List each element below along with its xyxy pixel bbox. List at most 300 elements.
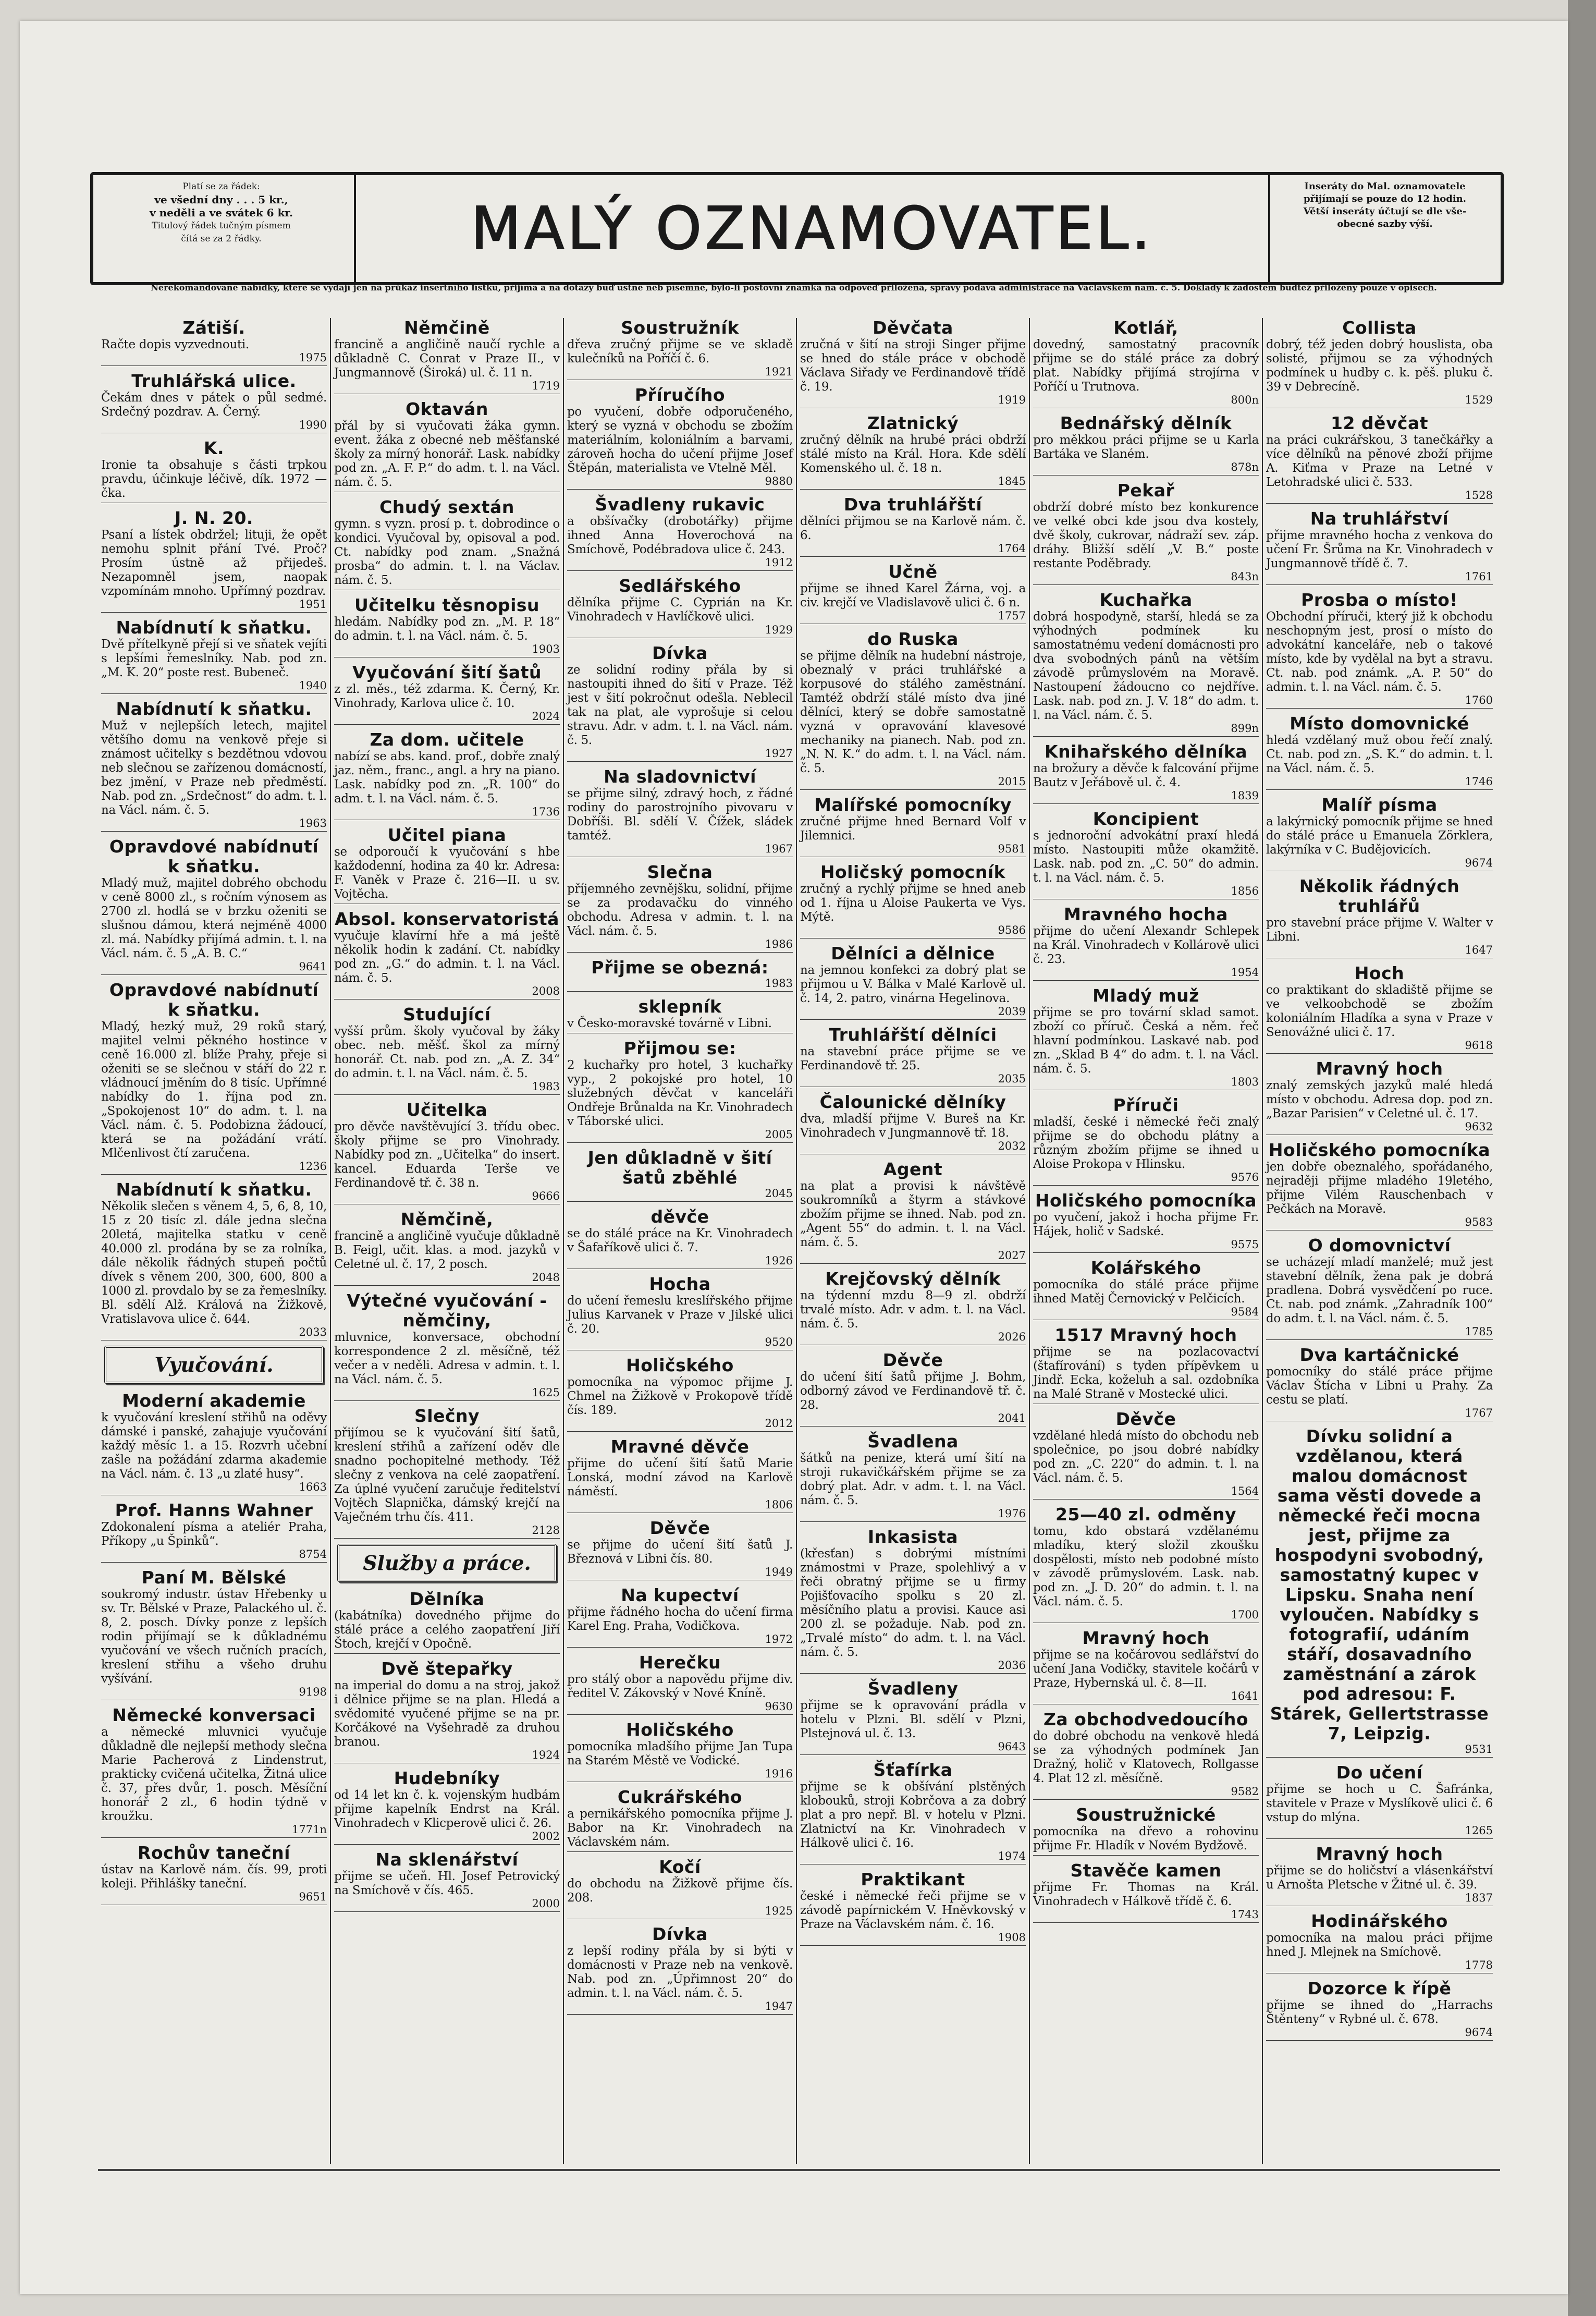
- ad-body: zručný a rychlý přijme se hned aneb od 1. října u Aloise Paukerta ve Vys. Mýtě.: [800, 882, 1026, 924]
- ad-number: 1736: [532, 806, 560, 818]
- classified-ad: [101, 508, 327, 613]
- classified-ad: [800, 1025, 1026, 1087]
- ad-number: 2041: [998, 1412, 1026, 1424]
- classified-ad: [101, 371, 327, 433]
- classified-ad: [567, 997, 793, 1033]
- ad-title: Holičský pomocník: [820, 862, 1006, 882]
- ad-number: 2026: [998, 1331, 1026, 1343]
- ad-number: 1771n: [292, 1823, 327, 1836]
- ad-title: Za dom. učitele: [370, 729, 524, 750]
- ad-title: Vyučování šití šatů: [352, 662, 542, 682]
- ad-body: pomocníka na malou práci přijme hned J. Mlejnek na Smíchově.: [1266, 1931, 1493, 1959]
- ad-body: dva, mladší přijme V. Bureš na Kr. Vinohradech v Jungmannově tř. 18.: [800, 1112, 1026, 1140]
- ad-body: zručné přijme hned Bernard Volf v Jilemnici.: [800, 815, 1026, 843]
- ad-body: zručná v šití na stroji Singer přijme se hned do stále práce v obchodě Václava Siřady ve Ferdinandově třídě č. 19.: [800, 338, 1026, 394]
- ad-body: Čekám dnes v pátek o půl sedmé. Srdečný pozdrav. A. Černý.: [101, 391, 327, 419]
- ad-body: a lakýrnický pomocník přijme se hned do stálé práce u Emanuela Zörklera, lakýrníka v C. Budějovicích.: [1266, 815, 1493, 857]
- ad-number: 1757: [998, 610, 1026, 622]
- ad-body: soukromý industr. ústav Hřebenky u sv. Tr. Bělské v Praze, Palackého ul. č. 8, 2. posch. Dívky ponze z lepších rodin přijímají se k důkladnému vyučování ve všech ručních pracích, kreslení střihu a všeho druhu vyšívání.: [101, 1588, 327, 1686]
- ad-title: Učitelka: [406, 1100, 488, 1120]
- ad-title: Učitel piana: [387, 825, 507, 845]
- ad-body: pro děvče navštěvující 3. třídu obec. školy přijme se pro Vinohrady. Nabídky pod zn. „Učitelka“ do insert. kancel. Eduarda Terše ve Ferdinandově tř. č. 38 n.: [334, 1120, 560, 1190]
- ad-title: Výtečné vyučování -němčiny,: [347, 1290, 547, 1331]
- ad-body: od 14 let kn č. k. vojenským hudbám přijme kapelník Endrst na Král. Vinohradech v Klicperově ulici č. 26.: [334, 1788, 560, 1830]
- classified-ad: [800, 1092, 1026, 1154]
- column-4: [797, 318, 1030, 2164]
- ad-title: 12 děvčat: [1330, 413, 1429, 433]
- ad-title: Zlatnický: [867, 413, 959, 433]
- ad-number: 1641: [1231, 1690, 1259, 1702]
- ad-number: 2015: [998, 775, 1026, 788]
- ad-body: hledám. Nabídky pod zn. „M. P. 18“ do admin. t. l. na Václ. nám. č. 5.: [334, 615, 560, 643]
- ad-number: 2045: [765, 1187, 793, 1200]
- ad-body: dobrá hospodyně, starší, hledá se za výhodných podmínek ku samostatnému vedení domácnosti pro dva svobodných pánů na větším závodě průmyslovém na Moravě. Nastoupení žádoucno co nejdříve. Lask. nab. pod zn. J. V. 18“ do adm. t. l. na Václ. nám. č. 5.: [1033, 610, 1259, 722]
- ad-number: 1803: [1231, 1076, 1259, 1088]
- classified-ad: [1033, 986, 1259, 1090]
- ad-number: 9582: [1231, 1785, 1259, 1798]
- ad-body: se ucházejí mladí manželé; muž jest stavební dělník, žena pak je dobrá pradlena. Dobrá vysvědčení po ruce. Ct. nab. pod známk. „Zahradník 100“ do adm. t. l. na Václ. nám. č. 5.: [1266, 1255, 1493, 1325]
- ad-number: 1924: [532, 1749, 560, 1761]
- column-2: [331, 318, 564, 2164]
- ad-title: Dozorce k řípě: [1307, 1978, 1452, 1998]
- ad-title: 25—40 zl. odměny: [1055, 1504, 1236, 1525]
- classified-ad: [1033, 905, 1259, 981]
- classified-ad: [334, 1769, 560, 1845]
- ad-number: 1976: [998, 1507, 1026, 1520]
- ad-title: Do učení: [1336, 1762, 1423, 1783]
- ad-title: Němčině,: [400, 1209, 494, 1229]
- ad-title: Nabídnutí k sňatku.: [116, 1179, 312, 1200]
- ad-body: přijme se učeň. Hl. Josef Petrovický na Smíchově v čís. 465.: [334, 1870, 560, 1897]
- ad-number: 878n: [1231, 461, 1259, 473]
- ad-body: mladší, české i německé řeči znalý přijme se do obchodu plátny a různým zbožím přijme se ihned u Aloise Prokopa v Hlinsku.: [1033, 1115, 1259, 1171]
- classified-ad: [1266, 795, 1493, 871]
- ad-number: 800n: [1231, 394, 1259, 406]
- ad-title: Hudebníky: [394, 1768, 500, 1788]
- ad-number: 1743: [1231, 1908, 1259, 1921]
- ad-title: do Ruska: [867, 629, 959, 649]
- ad-title: Slečny: [414, 1406, 480, 1426]
- pricing-line: čítá se za 2 řádky.: [181, 234, 262, 244]
- ad-body: na plat a provisi k návštěvě soukromníků a štyrm a stávkové zbožím přijme se ihned. Nab. pod zn. „Agent 55“ do admin. t. l. na Václ. nám. č. 5.: [800, 1179, 1026, 1249]
- ad-title: Dívka: [652, 643, 708, 663]
- classified-ad: [800, 1432, 1026, 1522]
- ad-body: pomocníka mladšího přijme Jan Tupa na Starém Městě ve Vodické.: [567, 1740, 793, 1768]
- ad-title: Na truhlářství: [1310, 508, 1449, 529]
- ad-title: O domovnictví: [1308, 1235, 1451, 1255]
- ad-body: po vyučení, jakož i hocha přijme Fr. Hájek, holič v Sadské.: [1033, 1211, 1259, 1238]
- ad-number: 1925: [765, 1905, 793, 1917]
- classified-ad: [567, 1653, 793, 1715]
- ad-body: přijímou se k vyučování šití šatů, kreslení střihů a zařízení oděv dle snadno pochopitelné methody. Též slečny z venkova na celé zaopatření. Za úplné vyučení zaručuje ředitelství Vojtěch Slapnička, dámský krejčí na Vaječném trhu čís. 411.: [334, 1426, 560, 1524]
- classified-ad: [1033, 1861, 1259, 1923]
- classified-ad: [567, 1857, 793, 1919]
- classified-ad: [1266, 1979, 1493, 2041]
- classified-ad: [800, 318, 1026, 408]
- ad-number: 2035: [998, 1072, 1026, 1085]
- ad-body: pomocníka na výpomoc přijme J. Chmel na Žižkově v Prokopově třídě čís. 189.: [567, 1375, 793, 1417]
- classified-ad: [101, 1843, 327, 1905]
- ad-body: a obšívačky (drobotářky) přijme ihned Anna Hoverochová na Smíchově, Podébradova ulice č. 243.: [567, 515, 793, 556]
- ad-number: 1760: [1465, 694, 1493, 706]
- ad-number: 9880: [765, 475, 793, 487]
- classified-ad: [800, 795, 1026, 857]
- classified-ad: [1266, 1844, 1493, 1906]
- pricing-line: Platí se za řádek:: [182, 181, 260, 192]
- ad-title: Sedlářského: [619, 576, 741, 596]
- classified-ad: [334, 1291, 560, 1401]
- ad-number: 9630: [765, 1700, 793, 1713]
- ad-body: do učení šití šatů přijme J. Bohm, odborný závod ve Ferdinandově tř. č. 28.: [800, 1370, 1026, 1412]
- ad-number: 2024: [532, 710, 560, 723]
- ad-number: 1940: [299, 679, 327, 692]
- ad-title: Děvče: [882, 1350, 943, 1370]
- classified-ad: [800, 1160, 1026, 1264]
- classified-ad: [567, 385, 793, 490]
- ad-number: 899n: [1231, 722, 1259, 735]
- ad-title: Děvčata: [873, 318, 953, 338]
- classified-ad: [1033, 590, 1259, 737]
- ad-body: vyšší prům. školy vyučoval by žáky obec. neb. měšť. škol za mírný honorář. Ct. nab. pod zn. „A. Z. 34“ do admin. t. l. na Václ. nám. č. 5.: [334, 1025, 560, 1080]
- ad-number: 2036: [998, 1659, 1026, 1672]
- classified-ad: [800, 944, 1026, 1020]
- ad-title: Praktikant: [861, 1869, 965, 1890]
- ad-title: Soustružnické: [1076, 1805, 1216, 1825]
- ad-number: 9575: [1231, 1238, 1259, 1251]
- ad-body: přijme se pro tovární sklad samot. zboží co příruč. Česká a něm. řeč hlavní podmínkou. Laskavé nab. pod zn. „Sklad B 4“ do adm. t. l. na Václ. nám. č. 5.: [1033, 1006, 1259, 1076]
- ad-number: 1764: [998, 542, 1026, 555]
- ad-body: zručný dělník na hrubé práci obdrží stálé místo na Král. Hora. Kde sdělí Komenského ul. č. 18 n.: [800, 433, 1026, 475]
- ad-title: Dvě štepařky: [381, 1659, 513, 1679]
- ad-number: 1975: [299, 351, 327, 364]
- classified-ad: [101, 438, 327, 503]
- ad-body: přijme do učení šití šatů Marie Lonská, modní závod na Karlově náměstí.: [567, 1457, 793, 1498]
- classified-ad: [800, 1527, 1026, 1674]
- ad-title: děvče: [650, 1206, 709, 1227]
- ad-body: z zl. měs., též zdarma. K. Černý, Kr. Vinohrady, Karlova ulice č. 10.: [334, 682, 560, 710]
- ad-body: gymn. s vyzn. prosí p. t. dobrodince o kondici. Vyučoval by, opisoval a pod. Ct. nabídky pod znam. „Snažná prosba“ do admin. t. l. na Václav. nám. č. 5.: [334, 517, 560, 587]
- ad-title: Mravného hocha: [1064, 904, 1228, 924]
- ad-number: 2005: [765, 1128, 793, 1141]
- ad-title: Knihařského dělníka: [1045, 741, 1247, 762]
- ad-body: přijme se k opravování prádla v hotelu v Plzni. Bl. sdělí v Plzni, Plstejnová ul. č. 13.: [800, 1699, 1026, 1740]
- ad-number: 1856: [1231, 885, 1259, 897]
- ad-number: 9643: [998, 1740, 1026, 1753]
- ad-title: Stavěče kamen: [1070, 1860, 1222, 1881]
- classified-ad: [567, 1720, 793, 1782]
- ad-title: Němčině: [404, 318, 490, 338]
- ad-title: Cukrářského: [617, 1787, 743, 1807]
- ad-title: sklepník: [638, 996, 722, 1017]
- ad-title: Prosba o místo!: [1301, 590, 1458, 610]
- ad-body: vzdělané hledá místo do obchodu neb společnice, po jsou dobré nabídky pod zn. „C. 220“ do admin. t. l. na Václ. nám. č. 5.: [1033, 1429, 1259, 1485]
- ad-title: Několik řádných truhlářů: [1299, 876, 1460, 916]
- ad-body: přijme se do holičství a vlásenkářství u Arnošta Pletsche v Žitné ul. č. 39.: [1266, 1864, 1493, 1892]
- column-3: [564, 318, 797, 2164]
- classified-ad: [800, 1760, 1026, 1864]
- ad-title: Jen důkladně v šití šatů zběhlé: [587, 1148, 772, 1188]
- classified-ad: [1266, 1427, 1493, 1758]
- ad-body: obdrží dobré místo bez konkurence ve velké obci kde jsou dva kostely, dvě školy, cukrovar, nádraží sev. záp. dráhy. Bližší sdělí „V. B.“ poste restante Poděbrady.: [1033, 501, 1259, 570]
- ad-body: znalý zemských jazyků malé hledá místo v obchodu. Adresa dop. pod zn. „Bazar Parisien“ v Celetné ul. č. 17.: [1266, 1079, 1493, 1120]
- masthead: [90, 172, 1504, 285]
- ad-body: a německé mluvnici vyučuje důkladně dle nejlepší methody slečna Marie Pacherová z Lindenstrut, prakticky cvičená učitelka, Žitná ulice č. 37, přes dvůr, 1. posch. Měsíční honorář 2 zl., 6 hodin týdně v kroužku.: [101, 1725, 327, 1823]
- ad-number: 1647: [1465, 944, 1493, 956]
- ad-number: 1949: [765, 1566, 793, 1578]
- ad-title: Pekař: [1117, 480, 1175, 501]
- ad-title: Dívku solidní a vzdělanou, která malou domácnost sama věsti dovede a německé řeči mocna jest, přijme za hospodyni svobodný, samostatný kupec v Lipsku. Snaha není vyloučen. Nabídky s fotografií, udáním stáří, dosavadního zaměstnání a zárok pod adresou: F. Stárek, Gellertstrasse 7, Leipzig.: [1270, 1426, 1489, 1744]
- ad-number: 1265: [1465, 1824, 1493, 1837]
- ad-title: Na sladovnictví: [604, 766, 756, 787]
- ad-title: Truhlářští dělníci: [829, 1025, 997, 1045]
- classified-ad: [334, 595, 560, 657]
- ad-title: Holičského pomocníka: [1268, 1140, 1491, 1160]
- classified-ad: [567, 495, 793, 571]
- ad-title: Na kupectví: [621, 1585, 739, 1605]
- ad-number: 1951: [299, 598, 327, 611]
- ad-number: 2008: [532, 985, 560, 997]
- ad-title: Šťafírka: [873, 1760, 953, 1780]
- ad-number: 1236: [299, 1160, 327, 1173]
- ad-body: co praktikant do skladiště přijme se ve velkoobchodě se zbožím koloniálním Hladíka a syna v Praze v Senovážné ulici č. 17.: [1266, 983, 1493, 1039]
- classified-ad: [334, 1210, 560, 1286]
- ad-body: (křesťan) s dobrými místními známostmi v Praze, spolehlivý a v řeči obratný přijme se u firmy Pojišťovacího spolku s 20 zl. měsíčního platu a provisi. Kauce asi 200 zl. se požaduje. Nab. pod zn. „Trvalé místo“ do adm. t. l. na Václ. nám. č. 5.: [800, 1547, 1026, 1659]
- classified-ad: [101, 618, 327, 694]
- ad-title: Malířské pomocníky: [814, 795, 1012, 815]
- column-5: [1030, 318, 1263, 2164]
- classified-ad: [1266, 714, 1493, 790]
- ad-body: Obchodní příruči, který již k obchodu neschopným jest, prosí o místo do advokátní kanceláře, neb o takové místo, kde by vydělal na byt a stravu. Ct. nab. pod známk. „A. P. 50“ do admin. t. l. na Václ. nám. č. 5.: [1266, 610, 1493, 694]
- classified-ad: [1266, 318, 1493, 408]
- classified-ad: [101, 1705, 327, 1838]
- ad-title: Děvče: [649, 1518, 710, 1538]
- ad-body: vyučuje klavírní hře a má ještě několik hodin k zadání. Ct. nabídky pod zn. „G.“ do admin. t. l. na Václ. nám. č. 5.: [334, 929, 560, 985]
- ad-number: 1778: [1465, 1959, 1493, 1971]
- classified-ad: [567, 958, 793, 992]
- ad-body: se do stálé práce na Kr. Vinohradech v Šafaříkově ulici č. 7.: [567, 1227, 793, 1254]
- ad-body: mluvnice, konversace, obchodní korrespondence 2 zl. měsíčně, též večer a v neděli. Adresa v admin. t. l. na Václ. nám. č. 5.: [334, 1331, 560, 1386]
- ad-title: Švadleny rukavic: [595, 494, 765, 515]
- ad-body: Račte dopis vyzvednouti.: [101, 338, 249, 351]
- classified-ad: [567, 1274, 793, 1350]
- classified-ad: [1266, 1059, 1493, 1135]
- ad-body: šátků na penize, která umí šití na stroji rukavičkářském přijme se za dobrý plat. Adr. v adm. t. l. na Václ. nám. č. 5.: [800, 1452, 1026, 1507]
- ad-title: Děvče: [1115, 1409, 1176, 1429]
- ad-title: J. N. 20.: [175, 508, 253, 528]
- masthead-deadline: [1275, 180, 1494, 274]
- ad-title: Chudý sextán: [379, 497, 514, 517]
- ad-title: Truhlářská ulice.: [131, 371, 297, 391]
- ad-body: Ironie ta obsahuje s části trpkou pravdu, účinkuje léčivě, dík. 1972 —čka.: [101, 458, 327, 500]
- classified-ad: [567, 1787, 793, 1852]
- ad-body: do obchodu na Žižkově přijme čís. 208.: [567, 1877, 793, 1905]
- classified-ad: [1033, 1805, 1259, 1856]
- ad-title: Zátiší.: [182, 318, 245, 338]
- ad-title: Holičského: [626, 1355, 734, 1375]
- classified-ad: [800, 1870, 1026, 1946]
- ad-body: hledá vzdělaný muž obou řečí znalý. Ct. nab. pod zn. „S. K.“ do admin. t. l. na Václ. nám. č. 5.: [1266, 734, 1493, 775]
- classified-ad: [567, 318, 793, 380]
- ad-number: 1912: [765, 556, 793, 569]
- classified-ad: [800, 629, 1026, 790]
- classified-columns: [98, 318, 1500, 2164]
- classified-ad: [101, 980, 327, 1175]
- classified-ad: [334, 1406, 560, 1539]
- ad-title: Opravdové nabídnutí k sňatku.: [109, 980, 319, 1020]
- ad-number: 1926: [765, 1254, 793, 1267]
- classified-ad: [334, 1005, 560, 1095]
- classified-ad: [1266, 509, 1493, 585]
- classified-ad: [1266, 876, 1493, 958]
- ad-title: Německé konversaci: [112, 1705, 316, 1725]
- ad-body: tomu, kdo obstará vzdělanému mladíku, který složil zkoušku dospělosti, místo neb podobné místo v závodě průmyslovém. Lask. nab. pod zn. „J. D. 20“ do admin. t. l. na Václ. nám. č. 5.: [1033, 1525, 1259, 1608]
- ad-body: (kabátníka) dovedného přijme do stálé práce a celého zaopatření Jiří Štoch, krejčí v Opočně.: [334, 1609, 560, 1651]
- ad-body: se přijme do učení šití šatů J. Březnová v Libni čís. 80.: [567, 1538, 793, 1566]
- ad-body: Dvě přítelkyně přejí si ve sňatek vejíti s lepšími řemeslníky. Nab. pod zn. „M. K. 20“ poste rest. Bubeneč.: [101, 638, 327, 679]
- ad-number: 1700: [1231, 1608, 1259, 1621]
- ad-number: 1990: [299, 419, 327, 431]
- ad-number: 1837: [1465, 1892, 1493, 1904]
- ad-number: 9674: [1465, 857, 1493, 869]
- ad-number: 1845: [998, 475, 1026, 487]
- ad-number: 9641: [299, 960, 327, 973]
- ad-title: Čalounické dělníky: [819, 1092, 1006, 1112]
- ad-title: Moderní akademie: [122, 1391, 306, 1411]
- ad-title: Mladý muž: [1092, 985, 1199, 1006]
- classified-ad: [1033, 1258, 1259, 1320]
- ad-number: 2002: [532, 1830, 560, 1843]
- ad-title: Malíř písma: [1321, 795, 1438, 815]
- classified-ad: [1033, 413, 1259, 476]
- classified-ad: [334, 1589, 560, 1654]
- ad-number: 1806: [765, 1498, 793, 1511]
- ad-title: Na sklenářství: [375, 1849, 519, 1870]
- ad-body: na imperial do domu a na stroj, jakož i dělnice přijme se na plan. Hledá a svědomité vyučené přijme se na pr. Korčákové na Vyšehradě za druhou branou.: [334, 1679, 560, 1749]
- ad-body: pro stálý obor a napovědu přijme div. ředitel V. Zákovský v Nové Kníně.: [567, 1673, 793, 1700]
- classified-ad: [1266, 964, 1493, 1054]
- ad-body: přijme do učení Alexandr Schlepek na Král. Vinohradech v Kollárově ulici č. 23.: [1033, 924, 1259, 966]
- ad-number: 9583: [1465, 1216, 1493, 1228]
- ad-number: 2032: [998, 1140, 1026, 1152]
- ad-number: 843n: [1231, 570, 1259, 583]
- ad-title: Dělníci a dělnice: [831, 943, 995, 964]
- ad-title: Přijme se obezná:: [591, 957, 769, 978]
- ad-number: 9674: [1465, 2026, 1493, 2039]
- classified-ad: [101, 1391, 327, 1495]
- classified-ad: [1033, 1409, 1259, 1500]
- ad-number: 9584: [1231, 1306, 1259, 1318]
- classified-ad: [334, 1850, 560, 1912]
- ad-title: Švadlena: [867, 1431, 959, 1452]
- ad-number: 1761: [1465, 570, 1493, 583]
- classified-ad: [567, 1148, 793, 1202]
- classified-ad: [1033, 1191, 1259, 1253]
- ad-body: francině a angličině vyučuje důkladně B. Feigl, učit. klas. a mod. jazyků v Celetné ul. č. 17, 2 posch.: [334, 1229, 560, 1271]
- ad-body: pro stavební práce přijme V. Walter v Libni.: [1266, 916, 1493, 944]
- ad-body: přijme se na pozlacovactví (štafírování) s tyden přípěvkem u Jindř. Ecka, koželuh a sal. ozdobníka na Malé Straně v Mostecké ulici.: [1033, 1345, 1259, 1401]
- classified-ad: [800, 495, 1026, 557]
- ad-body: přál by si vyučovati žáka gymn. event. žáka z obecné neb měšťanské školy za mírný honorář. Lask. nabídky pod zn. „A. F. P.“ do adm. t. l. na Václ. nám. č. 5.: [334, 419, 560, 489]
- ad-title: 1517 Mravný hoch: [1054, 1325, 1237, 1345]
- classified-ad: [800, 1350, 1026, 1427]
- ad-number: 2048: [532, 1271, 560, 1284]
- classified-ad: [800, 562, 1026, 624]
- ad-title: Kočí: [659, 1857, 701, 1877]
- masthead-note: Nerekomandované nabídky, které se vydají jen na průkaz insertního lístku, přijímá a na dotazy buď ústně neb písemně, bylo-li poštovní známka na odpověď přiložena, správy podává administrace na Václavském nám. č. 5. Doklady k žádostem budtež přiloženy pouze v opisech.: [151, 283, 1437, 292]
- ad-body: dobrý, též jeden dobrý houslista, oba solisté, přijmou se za výhodných podmínek u hudby c. k. pěš. pluku č. 39 v Debrecíně.: [1266, 338, 1493, 394]
- ad-body: přijme Fr. Thomas na Král. Vinohradech v Hálkově třídě č. 6.: [1033, 1881, 1259, 1908]
- ad-body: příjemného zevnějšku, solidní, přijme se za prodavačku do vinného obchodu. Adresa v admin. t. l. na Václ. nám. č. 5.: [567, 882, 793, 938]
- classified-ad: [567, 1437, 793, 1513]
- ad-body: Zdokonalení písma a ateliér Praha, Příkopy „u Špinků“.: [101, 1520, 327, 1548]
- classified-ad: [101, 699, 327, 832]
- ad-body: na stavební práce přijme se ve Ferdinandově tř. 25.: [800, 1045, 1026, 1072]
- ad-number: 1967: [765, 843, 793, 855]
- ad-body: dělníka přijme C. Cyprián na Kr. Vinohradech v Havlíčkově ulici.: [567, 596, 793, 624]
- ad-title: Rochův taneční: [138, 1843, 290, 1863]
- ad-body: přijme se ihned Karel Žárna, voj. a civ. krejčí ve Vladislavově ulici č. 6 n.: [800, 582, 1026, 610]
- ad-body: 2 kuchařky pro hotel, 3 kuchařky vyp., 2 pokojské pro hotel, 10 služebných děvčat v kanceláři Ondřeje Brůnalda na Kr. Vinohradech v Táborské ulici.: [567, 1058, 793, 1128]
- ad-title: Učně: [888, 562, 938, 582]
- ad-title: Studující: [403, 1004, 491, 1025]
- ad-number: 1746: [1465, 775, 1493, 788]
- classified-ad: [1033, 1505, 1259, 1623]
- ad-number: 1919: [998, 394, 1026, 406]
- classified-ad: [567, 1207, 793, 1269]
- newspaper-page: [20, 21, 1568, 2294]
- classified-ad: [101, 1568, 327, 1700]
- ad-number: 1916: [765, 1768, 793, 1780]
- ad-number: 1983: [532, 1080, 560, 1093]
- ad-title: Prof. Hanns Wahner: [115, 1500, 313, 1520]
- ad-number: 1983: [765, 977, 793, 990]
- ad-number: 1921: [765, 365, 793, 378]
- classified-ad: [567, 767, 793, 857]
- ad-body: s jednoroční advokátní praxí hledá místo. Nastoupiti může okamžitě. Lask. nab. pod zn. „C. 50“ do admin. t. l. na Václ. nám. č. 5.: [1033, 829, 1259, 885]
- classified-ad: [1266, 1763, 1493, 1839]
- ad-title: Kotlář,: [1113, 318, 1178, 338]
- ad-title: Opravdové nabídnutí k sňatku.: [109, 836, 319, 876]
- ad-number: 9520: [765, 1336, 793, 1348]
- section-heading: [104, 1346, 324, 1384]
- classified-ad: [1033, 809, 1259, 899]
- ad-title: Nabídnutí k sňatku.: [116, 617, 312, 638]
- classified-ad: [334, 909, 560, 999]
- column-1: [98, 318, 331, 2164]
- classified-ad: [1266, 590, 1493, 709]
- pricing-line: v neděli a ve svátek 6 kr.: [150, 206, 293, 219]
- page-edge-shadow: [1568, 0, 1596, 2316]
- ad-number: 1929: [765, 624, 793, 636]
- ad-body: po vyučení, dobře odporučeného, který se vyzná v obchodu se zbožím materiálním, koloniálním a barvami, zároveň hocha do učení přijme Josef Štěpán, materialista ve Vtelně Měl.: [567, 405, 793, 475]
- ad-title: Mravné děvče: [610, 1436, 750, 1457]
- ad-number: 1564: [1231, 1485, 1259, 1497]
- ad-body: do dobré obchodu na venkově hledá se za výhodných podmínek Jan Dražný, holič v Klatovech, Rollgasse 4. Plat 12 zl. měsíčně.: [1033, 1729, 1259, 1785]
- ad-number: 9618: [1465, 1039, 1493, 1052]
- ad-body: Mladý, hezký muž, 29 roků starý, majitel velmi pěkného hostince v ceně 16.000 zl. blíže Prahy, přeje si oženiti se se slečnou v stáří do 22 r. vládnoucí jměním do 8 tisíc. Upřímné nabídky do 1. října pod zn. „Spokojenost 10“ do adm. t. l. na Václ. nám. č. 5. Podobizna žádoucí, která se na požádání vrátí. Mlčenlivost čtí zaručena.: [101, 1020, 327, 1160]
- ad-number: 1785: [1465, 1325, 1493, 1338]
- section-heading-text: Služby a práce.: [363, 1551, 531, 1575]
- ad-title: Příručího: [634, 385, 726, 405]
- ad-number: 2000: [532, 1897, 560, 1910]
- ad-title: Dva truhlářští: [843, 494, 983, 515]
- page-title: MALÝ OZNAMOVATEL.: [471, 194, 1153, 263]
- classified-ad: [1266, 1911, 1493, 1973]
- ad-title: Herečku: [639, 1652, 721, 1673]
- ad-number: 1972: [765, 1633, 793, 1645]
- ad-body: přijme se hoch u C. Šafránka, stavitele v Praze v Myslíkově ulici č. 6 vstup do mlýna.: [1266, 1783, 1493, 1824]
- ad-title: Nabídnutí k sňatku.: [116, 699, 312, 719]
